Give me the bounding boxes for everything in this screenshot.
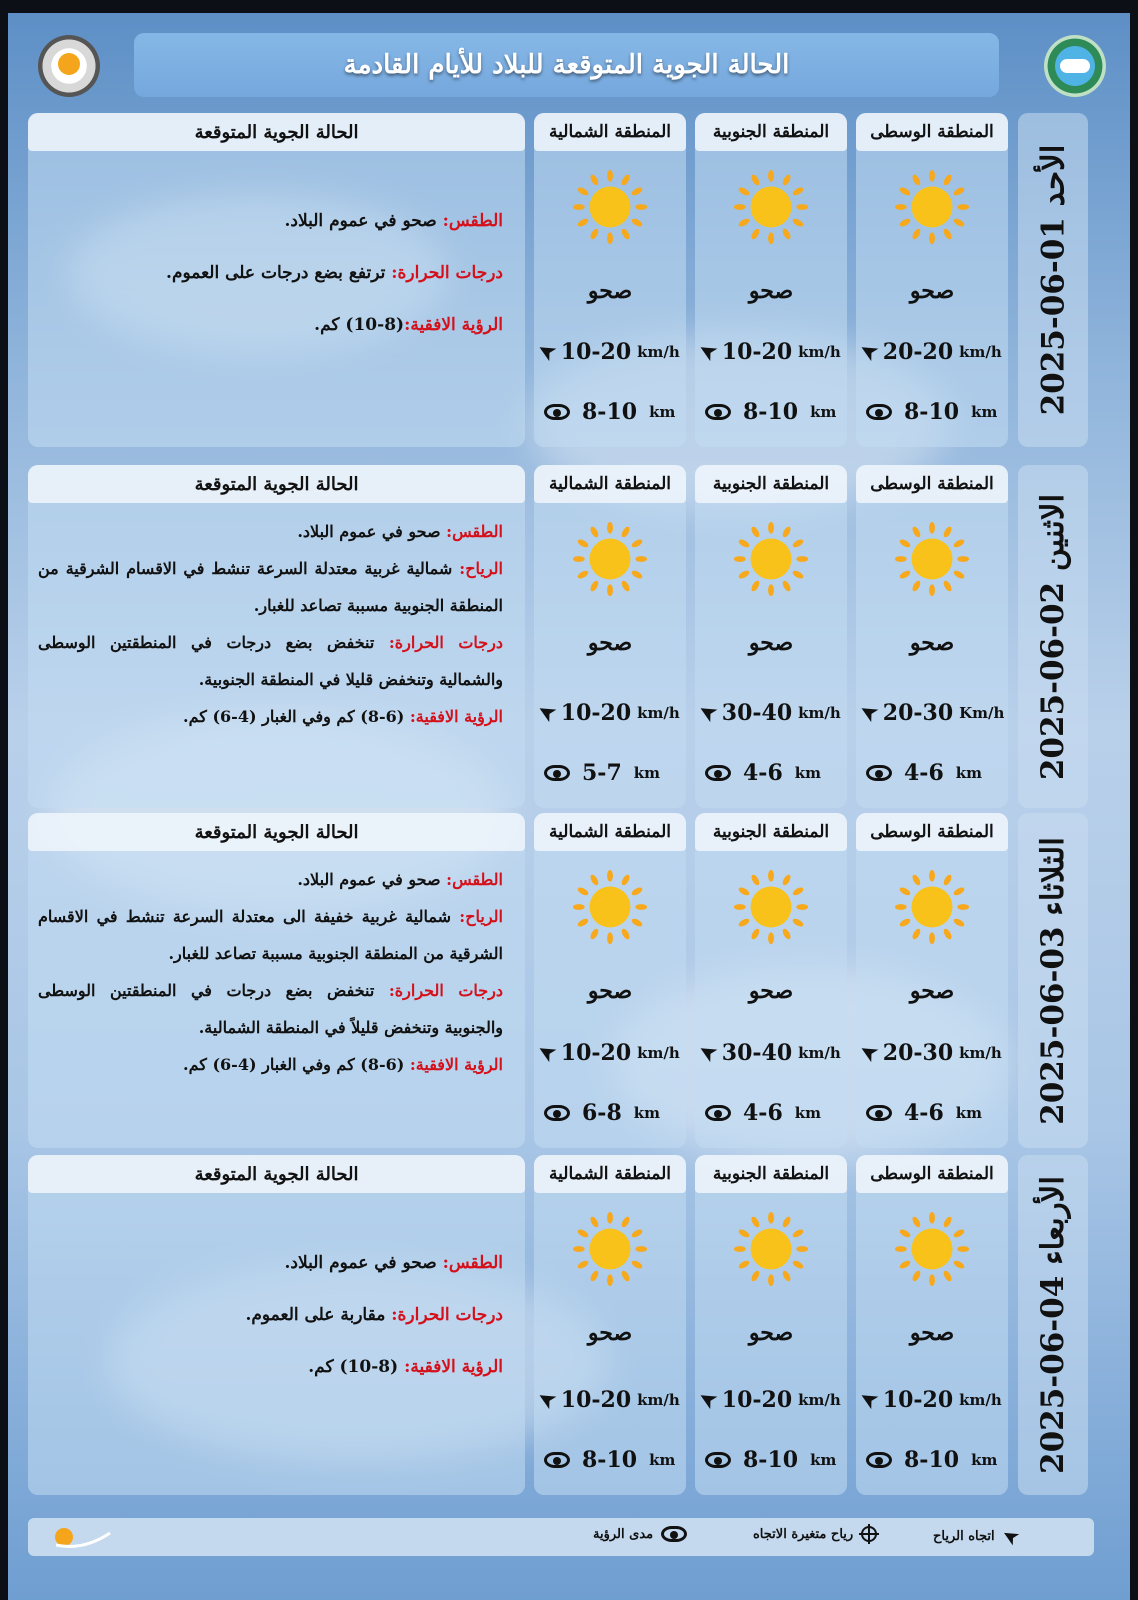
forecast-text: (6-8) كم وفي الغبار (4-6) كم. xyxy=(183,1055,410,1074)
legend-visibility xyxy=(593,1526,687,1542)
date-column xyxy=(1018,813,1088,1148)
legend-label: اتجاه الرياح xyxy=(933,1529,995,1544)
region-card xyxy=(695,813,847,1148)
visibility xyxy=(544,399,686,425)
visibility xyxy=(705,760,847,786)
forecast-panel xyxy=(28,813,525,1148)
region-card xyxy=(534,813,686,1148)
forecast-heading: الحالة الجوية المتوقعة xyxy=(28,813,525,851)
condition-label: صحو xyxy=(909,978,955,1004)
visibility-unit: km xyxy=(955,1104,983,1122)
date-column xyxy=(1018,1155,1088,1495)
wind-speed xyxy=(694,698,847,728)
visibility-unit: km xyxy=(633,764,661,782)
sun-icon xyxy=(893,520,971,598)
visibility-value: 8-10 xyxy=(904,399,960,425)
visibility-unit: km xyxy=(633,1104,661,1122)
condition-label: صحو xyxy=(909,278,955,304)
wind-value: 10-20 xyxy=(721,339,793,365)
forecast-label: درجات الحرارة: xyxy=(388,981,503,1000)
date-value: 2025-06-01 xyxy=(1035,217,1072,416)
region-name: المنطقة الشمالية xyxy=(534,465,686,503)
sun-icon xyxy=(571,1210,649,1288)
forecast-label: الطقس: xyxy=(446,870,503,889)
forecast-line xyxy=(43,315,503,335)
condition-label: صحو xyxy=(748,278,794,304)
region-name: المنطقة الجنوبية xyxy=(695,813,847,851)
visibility xyxy=(866,1447,1008,1473)
sun-icon xyxy=(893,868,971,946)
visibility-unit: km xyxy=(649,403,676,421)
wind-value: 20-20 xyxy=(882,339,954,365)
visibility-value: 6-8 xyxy=(582,1100,622,1126)
visibility-unit: km xyxy=(794,1104,822,1122)
legend-variable-wind xyxy=(753,1526,877,1542)
forecast-label: درجات الحرارة: xyxy=(388,633,503,652)
wind-unit: km/h xyxy=(637,704,680,722)
eye-icon xyxy=(544,404,570,420)
eye-icon xyxy=(705,404,731,420)
wind-arrow-icon: ➤ xyxy=(694,1038,721,1068)
forecast-text: صحو في عموم البلاد. xyxy=(284,211,443,231)
eye-icon xyxy=(544,1105,570,1121)
wind-unit: Km/h xyxy=(959,704,1005,722)
forecast-heading: الحالة الجوية المتوقعة xyxy=(28,1155,525,1193)
date-value: 2025-06-04 xyxy=(1035,1275,1071,1474)
eye-icon xyxy=(705,765,731,781)
condition-label: صحو xyxy=(587,278,633,304)
day-row xyxy=(8,465,1130,808)
visibility-value: 4-6 xyxy=(743,1100,783,1126)
day-date xyxy=(1035,837,1071,1125)
condition-label: صحو xyxy=(909,630,955,656)
visibility-unit: km xyxy=(971,403,998,421)
sun-icon xyxy=(732,168,810,246)
wind-value: 20-30 xyxy=(882,700,954,726)
date-column xyxy=(1018,465,1088,808)
wind-unit: km/h xyxy=(798,1044,841,1062)
forecast-line xyxy=(38,624,503,698)
wind-value: 10-20 xyxy=(560,1387,632,1413)
forecast-line xyxy=(38,861,503,898)
day-row xyxy=(8,113,1130,447)
forecast-text: (8-10) كم. xyxy=(308,1357,405,1377)
visibility xyxy=(544,760,686,786)
wind-unit: km/h xyxy=(798,343,841,361)
day-row xyxy=(8,813,1130,1148)
visibility xyxy=(544,1100,686,1126)
wind-arrow-icon: ➤ xyxy=(855,1385,882,1415)
region-name: المنطقة الشمالية xyxy=(534,813,686,851)
wind-unit: km/h xyxy=(637,343,680,361)
wind-value: 10-20 xyxy=(560,339,632,365)
region-name: المنطقة الجنوبية xyxy=(695,1155,847,1193)
visibility xyxy=(705,1100,847,1126)
visibility-unit: km xyxy=(971,1451,998,1469)
eye-icon xyxy=(705,1105,731,1121)
day-name: الاثنين xyxy=(1035,493,1072,571)
wind-speed xyxy=(855,698,1008,728)
forecast-line xyxy=(38,972,503,1046)
wind-unit: km/h xyxy=(798,704,841,722)
forecast-text: مقاربة على العموم. xyxy=(245,1305,392,1325)
sun-icon xyxy=(732,1210,810,1288)
forecast-line xyxy=(43,1305,503,1325)
forecast-text: صحو في عموم البلاد. xyxy=(284,1253,443,1273)
condition-label: صحو xyxy=(748,630,794,656)
sun-icon xyxy=(732,868,810,946)
region-name: المنطقة الشمالية xyxy=(534,1155,686,1193)
forecast-line xyxy=(43,211,503,231)
forecast-body xyxy=(38,513,503,735)
legend xyxy=(28,1518,1094,1556)
region-name: المنطقة الشمالية xyxy=(534,113,686,151)
visibility xyxy=(705,399,847,425)
wind-speed xyxy=(533,1385,686,1415)
sun-icon xyxy=(893,168,971,246)
wind-unit: km/h xyxy=(959,1044,1002,1062)
visibility-unit: km xyxy=(794,764,822,782)
forecast-label: درجات الحرارة: xyxy=(391,263,503,283)
wind-value: 10-20 xyxy=(560,1040,632,1066)
forecast-poster xyxy=(8,13,1130,1600)
region-card xyxy=(534,1155,686,1495)
day-date xyxy=(1035,145,1071,416)
forecast-label: الطقس: xyxy=(442,1253,503,1273)
wind-value: 30-40 xyxy=(721,700,793,726)
visibility-value: 8-10 xyxy=(582,399,638,425)
visibility xyxy=(866,399,1008,425)
day-date xyxy=(1035,493,1071,779)
wind-arrow-icon: ➤ xyxy=(533,1385,560,1415)
forecast-label: الطقس: xyxy=(442,211,503,231)
condition-label: صحو xyxy=(909,1320,955,1346)
region-name: المنطقة الوسطى xyxy=(856,1155,1008,1193)
condition-label: صحو xyxy=(587,1320,633,1346)
wind-arrow-icon: ➤ xyxy=(533,698,560,728)
condition-label: صحو xyxy=(587,630,633,656)
sun-icon xyxy=(893,1210,971,1288)
day-date xyxy=(1035,1176,1071,1474)
visibility-value: 4-6 xyxy=(904,1100,944,1126)
forecast-text: تنخفض بضع درجات في المنطقتين الوسطى والجنوبية وتنخفض قليلاً في المنطقة الشمالية. xyxy=(38,981,503,1037)
eye-icon xyxy=(866,404,892,420)
forecast-text: صحو في عموم البلاد. xyxy=(297,522,447,541)
sun-icon xyxy=(571,520,649,598)
wind-speed xyxy=(855,1385,1008,1415)
forecast-panel xyxy=(28,1155,525,1495)
wind-arrow-icon: ➤ xyxy=(533,1038,560,1068)
visibility-unit: km xyxy=(810,403,837,421)
region-name: المنطقة الوسطى xyxy=(856,813,1008,851)
forecast-line xyxy=(38,1046,503,1083)
day-name: الأحد xyxy=(1035,144,1072,207)
legend-label: مدى الرؤية xyxy=(593,1526,654,1542)
wind-unit: km/h xyxy=(959,343,1002,361)
wind-value: 10-20 xyxy=(882,1387,954,1413)
visibility xyxy=(866,760,1008,786)
sun-icon xyxy=(571,868,649,946)
forecast-line xyxy=(38,898,503,972)
visibility-value: 5-7 xyxy=(582,760,622,786)
day-name: الأربعاء xyxy=(1035,1176,1071,1265)
visibility-unit: km xyxy=(810,1451,837,1469)
condition-label: صحو xyxy=(748,978,794,1004)
forecast-text: صحو في عموم البلاد. xyxy=(297,870,447,889)
forecast-text: تنخفض بضع درجات في المنطقتين الوسطى والشمالية وتنخفض قليلا في المنطقة الجنوبية. xyxy=(38,633,503,689)
wind-arrow-icon: ➤ xyxy=(855,337,882,367)
wind-value: 10-20 xyxy=(560,700,632,726)
visibility-value: 8-10 xyxy=(904,1447,960,1473)
wind-unit: km/h xyxy=(637,1391,680,1409)
forecast-line xyxy=(38,550,503,624)
forecast-label: الرؤية الافقية: xyxy=(404,1357,503,1377)
forecast-text: شمالية غربية خفيفة الى معتدلة السرعة تنشط في الاقسام الشرقية من المنطقة الجنوبية مسببة تصاعد للغبار. xyxy=(38,907,503,963)
region-card xyxy=(695,113,847,447)
wind-speed xyxy=(533,337,686,367)
wind-arrow-icon: ➤ xyxy=(694,1385,721,1415)
page-title: الحالة الجوية المتوقعة للبلاد للأيام القادمة xyxy=(134,33,999,97)
wind-unit: km/h xyxy=(959,1391,1002,1409)
wind-speed xyxy=(855,1038,1008,1068)
region-card xyxy=(856,113,1008,447)
region-card xyxy=(695,465,847,808)
eye-icon xyxy=(866,1105,892,1121)
visibility-unit: km xyxy=(649,1451,676,1469)
wind-arrow-icon: ➤ xyxy=(855,1038,882,1068)
wind-arrow-icon: ➤ xyxy=(855,698,882,728)
region-card xyxy=(856,813,1008,1148)
wind-arrow-icon: ➤ xyxy=(694,698,721,728)
wind-speed xyxy=(855,337,1008,367)
wind-unit: km/h xyxy=(798,1391,841,1409)
wind-unit: km/h xyxy=(637,1044,680,1062)
eye-icon xyxy=(544,765,570,781)
forecast-heading: الحالة الجوية المتوقعة xyxy=(28,465,525,503)
region-card xyxy=(695,1155,847,1495)
legend-label: رياح متغيرة الاتجاه xyxy=(753,1526,854,1542)
wind-arrow-icon: ➤ xyxy=(998,1523,1022,1550)
condition-label: صحو xyxy=(748,1320,794,1346)
wind-arrow-icon: ➤ xyxy=(694,337,721,367)
region-card xyxy=(534,113,686,447)
source-watermark-logo xyxy=(48,1515,118,1557)
forecast-panel xyxy=(28,113,525,447)
wind-speed xyxy=(533,698,686,728)
variable-wind-icon xyxy=(861,1526,877,1542)
forecast-label: الرؤية الافقية: xyxy=(404,315,503,335)
region-name: المنطقة الجنوبية xyxy=(695,465,847,503)
date-value: 2025-06-02 xyxy=(1035,581,1072,780)
eye-icon xyxy=(544,1452,570,1468)
condition-label: صحو xyxy=(587,978,633,1004)
wind-arrow-icon: ➤ xyxy=(533,337,560,367)
forecast-heading: الحالة الجوية المتوقعة xyxy=(28,113,525,151)
sun-icon xyxy=(732,520,810,598)
legend-wind-direction xyxy=(933,1523,1022,1550)
visibility-value: 4-6 xyxy=(743,760,783,786)
forecast-line xyxy=(43,263,503,283)
region-name: المنطقة الوسطى xyxy=(856,113,1008,151)
forecast-line xyxy=(43,1253,503,1273)
wind-speed xyxy=(694,337,847,367)
region-card xyxy=(856,465,1008,808)
wind-speed xyxy=(533,1038,686,1068)
sun-icon xyxy=(571,168,649,246)
forecast-label: الرياح: xyxy=(459,907,503,926)
forecast-line xyxy=(43,1357,503,1377)
forecast-label: الرؤية الافقية: xyxy=(409,707,503,726)
forecast-text: (8-10) كم. xyxy=(314,315,405,335)
visibility xyxy=(866,1100,1008,1126)
forecast-line xyxy=(38,698,503,735)
ministry-logo xyxy=(1044,35,1106,97)
wind-value: 10-20 xyxy=(721,1387,793,1413)
visibility-value: 8-10 xyxy=(582,1447,638,1473)
wind-value: 30-40 xyxy=(721,1040,793,1066)
visibility xyxy=(544,1447,686,1473)
date-value: 2025-06-03 xyxy=(1035,926,1071,1125)
date-column xyxy=(1018,113,1088,447)
region-card xyxy=(856,1155,1008,1495)
forecast-panel xyxy=(28,465,525,808)
eye-icon xyxy=(866,765,892,781)
region-name: المنطقة الجنوبية xyxy=(695,113,847,151)
meteorology-logo xyxy=(38,35,100,97)
forecast-body xyxy=(38,861,503,1083)
forecast-label: الرياح: xyxy=(459,559,503,578)
visibility-unit: km xyxy=(955,764,983,782)
forecast-text: (6-8) كم وفي الغبار (4-6) كم. xyxy=(183,707,410,726)
eye-icon xyxy=(866,1452,892,1468)
forecast-label: الرؤية الافقية: xyxy=(409,1055,503,1074)
forecast-text: ترتفع بضع درجات على العموم. xyxy=(166,263,392,283)
forecast-line xyxy=(38,513,503,550)
day-row xyxy=(8,1155,1130,1495)
forecast-text: شمالية غربية معتدلة السرعة تنشط في الاقسام الشرقية من المنطقة الجنوبية مسببة تصاعد للغبار. xyxy=(38,559,503,615)
visibility xyxy=(705,1447,847,1473)
region-name: المنطقة الوسطى xyxy=(856,465,1008,503)
visibility-value: 8-10 xyxy=(743,1447,799,1473)
visibility-value: 4-6 xyxy=(904,760,944,786)
visibility-value: 8-10 xyxy=(743,399,799,425)
eye-icon xyxy=(705,1452,731,1468)
forecast-label: الطقس: xyxy=(446,522,503,541)
wind-value: 20-30 xyxy=(882,1040,954,1066)
eye-icon xyxy=(661,1526,687,1542)
day-name: الثلاثاء xyxy=(1035,836,1071,916)
wind-speed xyxy=(694,1038,847,1068)
region-card xyxy=(534,465,686,808)
wind-speed xyxy=(694,1385,847,1415)
forecast-label: درجات الحرارة: xyxy=(391,1305,503,1325)
